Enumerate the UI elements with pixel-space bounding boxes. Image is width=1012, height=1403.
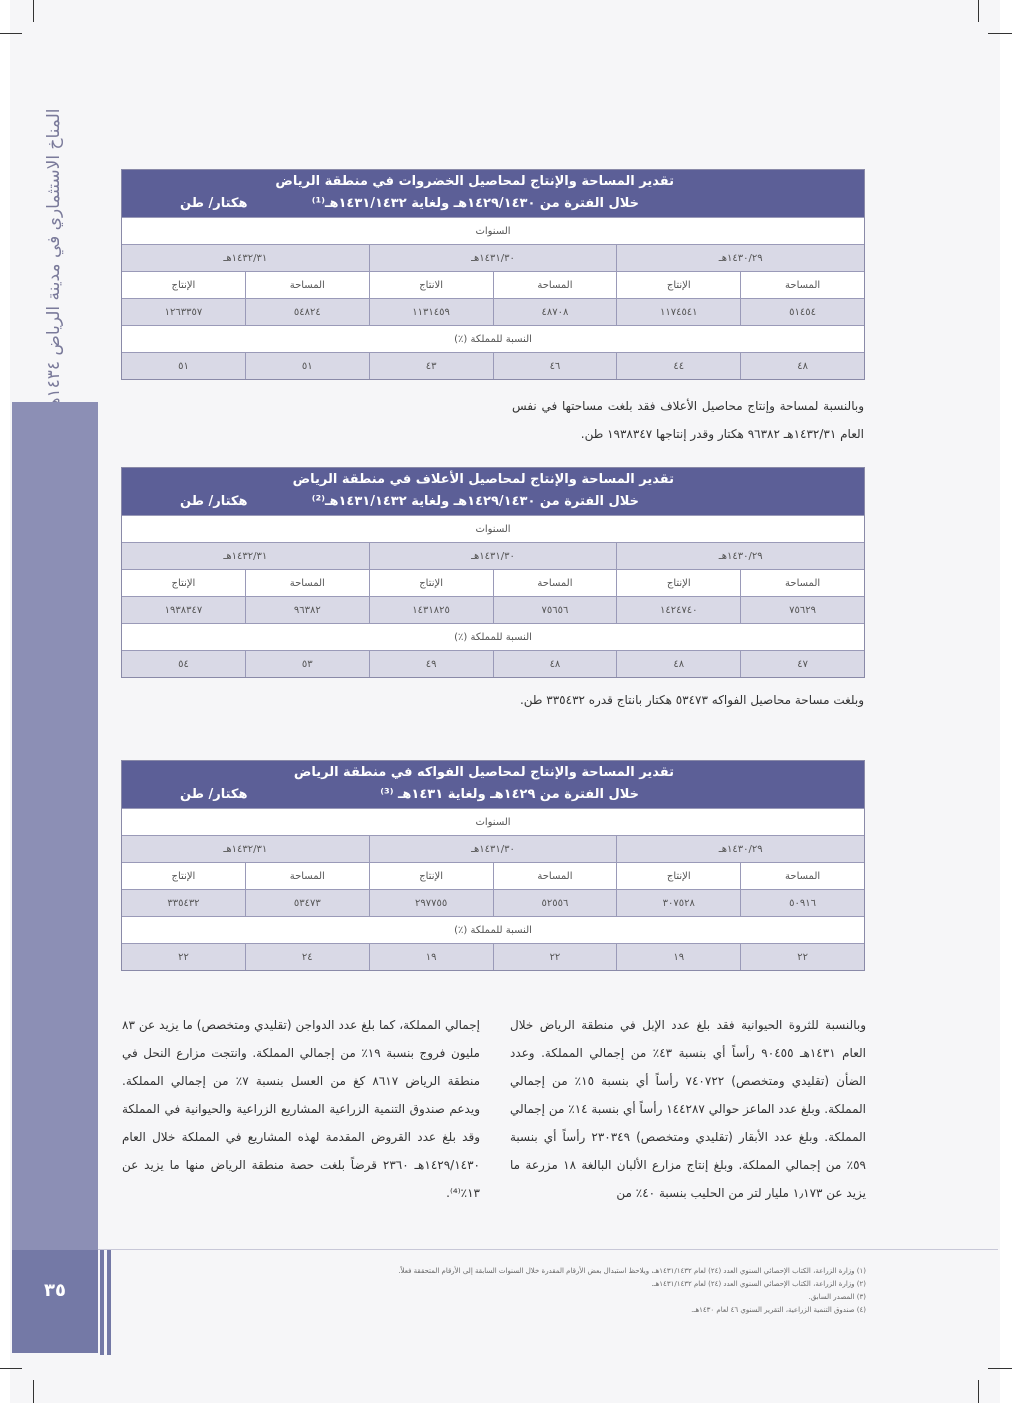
column-header: المساحة (245, 272, 369, 298)
table-cell: ٧٥٦٢٩ (740, 597, 864, 623)
paragraph-livestock-right: وبالنسبة للثروة الحيوانية فقد بلغ عدد الإبل في منطقة الرياض خلال العام ١٤٣١هـ ٩٠٤٥٥ رأساً أي بنسبة ٤٣٪ من إجمالي المملكة. وعدد الضأن (تقليدي ومتخصص) ٧٤٠٧٢٢ رأساً أي بنسبة ١٥٪ من إجمالي المملكة. وبلغ عدد الماعز حوالي ١٤٤٢٨٧ رأساً أي بنسبة ١٤٪ من إجمالي المملكة. وبلغ عدد الأبقار (تقليدي ومتخصص) ٢٣٠٣٤٩ رأساً أي بنسبة ٥٩٪ من إجمالي المملكة. وبلغ إنتاج مزارع الألبان البالغة ١٨ مزرعة ما يزيد عن ١٫١٧٣ مليار لتر من الحليب بنسبة ٤٠٪ من (510, 1018, 867, 1200)
crop-mark (33, 1380, 34, 1403)
table-unit: هكتار/ طن (180, 196, 248, 211)
share-cell: ٤٨ (493, 651, 617, 677)
table-fodder (121, 467, 865, 678)
divider (100, 1250, 104, 1355)
footnote-rule (98, 1249, 998, 1250)
table-cell: ٢٩٧٧٥٥ (369, 890, 493, 916)
table-cell: ٥١٤٥٤ (740, 299, 864, 325)
table-vegetables (121, 169, 865, 380)
share-cell: ٢٤ (245, 944, 369, 970)
table-subtitle: خلال الفترة من ١٤٢٩هـ ولغاية ١٤٣١هـ ⁽³⁾ (380, 787, 639, 802)
year-header: ١٤٣٢/٣١هـ (223, 252, 268, 264)
year-header: ١٤٣١/٣٠هـ (369, 543, 617, 569)
share-cell: ٤٨ (616, 651, 740, 677)
paragraph-fodder: وبالنسبة لمساحة وإنتاج محاصيل الأعلاف فقد بلغت مساحتها في نفس العام ١٤٣٢/٣١هـ ٩٦٣٨٢ هكتار وقدر إنتاجها ١٩٣٨٣٤٧ طن. (512, 399, 864, 441)
share-cell: ٢٢ (740, 944, 864, 970)
share-cell: ٤٨ (740, 353, 864, 379)
column-header: الإنتاج (171, 279, 196, 291)
share-cell: ٥٤ (178, 658, 189, 670)
page-number: ٣٥ (44, 1280, 66, 1301)
footnote: (١) وزارة الزراعة، الكتاب الإحصائي السنوي العدد (٢٤) لعام ١٤٣١/١٤٣٢هـ، ويلاحظ استبدال بعض الأرقام المقدرة خلال السنوات السابقة إلى الأرقام المتحققة فعلاً. (398, 1267, 866, 1275)
column-header: الإنتاج (616, 570, 740, 596)
divider (107, 1250, 111, 1355)
table-cell: ٥٤٨٢٤ (245, 299, 369, 325)
share-cell: ١٩ (369, 944, 493, 970)
table-title: تقدير المساحة والإنتاج لمحاصيل الخضروات في منطقة الرياض (275, 174, 674, 189)
share-label: النسبة للمملكة (٪) (454, 924, 532, 936)
column-header: المساحة (245, 570, 369, 596)
years-label: السنوات (475, 225, 511, 237)
share-cell: ٤٩ (369, 651, 493, 677)
table-fruits (121, 760, 865, 971)
column-header: المساحة (493, 863, 617, 889)
share-cell: ٢٢ (493, 944, 617, 970)
table-cell: ٥٢٥٥٦ (493, 890, 617, 916)
year-header: ١٤٣٠/٢٩هـ (616, 245, 864, 271)
crop-mark (988, 33, 1012, 34)
table-cell: ١٤٢٤٧٤٠ (616, 597, 740, 623)
column-header: المساحة (493, 272, 617, 298)
footnote: (٤) صندوق التنمية الزراعية، التقرير السنوي ٤٦ لعام ١٤٣٠هـ. (691, 1306, 866, 1314)
table-title: تقدير المساحة والإنتاج لمحاصيل الأعلاف في منطقة الرياض (292, 472, 674, 487)
column-header: الإنتاج (171, 577, 196, 589)
column-header: المساحة (740, 863, 864, 889)
year-header: ١٤٣٢/٣١هـ (223, 843, 268, 855)
column-header: المساحة (740, 570, 864, 596)
years-label: السنوات (475, 816, 511, 828)
crop-mark (0, 33, 22, 34)
table-cell: ١٤٣١٨٢٥ (369, 597, 493, 623)
share-cell: ٤٦ (493, 353, 617, 379)
crop-mark (978, 1380, 979, 1403)
crop-mark (0, 1368, 22, 1369)
share-cell: ٤٣ (369, 353, 493, 379)
paragraph-livestock-left: إجمالي المملكة، كما بلغ عدد الدواجن (تقليدي ومتخصص) ما يزيد عن ٨٣ مليون فروج بنسبة ١٩٪ من إجمالي المملكة. وانتجت مزارع النحل في منطقة الرياض ٨٦١٧ كغ من العسل بنسبة ٧٪ من إجمالي المملكة. ويدعم صندوق التنمية الزراعية المشاريع الزراعية والحيوانية في المملكة وقد بلغ عدد القروض المقدمة لهذه المشاريع في المملكة خلال العام ١٤٢٩/١٤٣٠هـ ٢٣٦٠ قرضاً بلغت حصة منطقة الرياض منها ما يزيد عن ١٣٪⁽⁴⁾. (122, 1018, 481, 1200)
table-cell: ٣٣٥٤٣٢ (167, 897, 200, 909)
year-header: ١٤٣١/٣٠هـ (369, 836, 617, 862)
year-header: ١٤٣١/٣٠هـ (369, 245, 617, 271)
table-subtitle: خلال الفترة من ١٤٢٩/١٤٣٠هـ ولغاية ١٤٣١/١٤٣٢هـ⁽¹⁾ (311, 196, 639, 211)
table-cell: ٩٦٣٨٢ (245, 597, 369, 623)
crop-mark (988, 1368, 1012, 1369)
running-title: المناخ الاستثماري في مدينة الرياض ١٤٣٤ (44, 108, 64, 398)
share-cell: ٢٢ (178, 951, 189, 963)
column-header: المساحة (493, 570, 617, 596)
column-header: الإنتاج (616, 272, 740, 298)
share-cell: ٥٣ (245, 651, 369, 677)
table-cell: ١١٣١٤٥٩ (369, 299, 493, 325)
table-unit: هكتار/ طن (180, 494, 248, 509)
share-label: النسبة للمملكة (٪) (454, 631, 532, 643)
share-cell: ٥١ (245, 353, 369, 379)
table-unit: هكتار/ طن (180, 787, 248, 802)
column-header: الإنتاج (369, 570, 493, 596)
column-header: المساحة (245, 863, 369, 889)
table-cell: ٤٨٧٠٨ (493, 299, 617, 325)
table-title: تقدير المساحة والإنتاج لمحاصيل الفواكه في منطقة الرياض (293, 765, 674, 780)
year-header: ١٤٣٠/٢٩هـ (616, 543, 864, 569)
table-cell: ٣٠٧٥٢٨ (616, 890, 740, 916)
column-header: المساحة (740, 272, 864, 298)
share-cell: ٤٤ (616, 353, 740, 379)
crop-mark (33, 0, 34, 22)
table-cell: ١١٧٤٥٤١ (616, 299, 740, 325)
table-cell: ١٩٣٨٣٤٧ (164, 604, 203, 616)
side-band (12, 402, 98, 1252)
side-band-bottom (12, 1250, 98, 1353)
crop-mark (978, 0, 979, 22)
column-header: الإنتاج (171, 870, 196, 882)
footnote: (٢) وزارة الزراعة، الكتاب الإحصائي السنوي العدد (٢٤) لعام ١٤٣١/١٤٣٢هـ. (651, 1280, 866, 1288)
table-cell: ٥٠٩١٦ (740, 890, 864, 916)
years-label: السنوات (475, 523, 511, 535)
column-header: الانتاج (369, 272, 493, 298)
column-header: الإنتاج (616, 863, 740, 889)
table-subtitle: خلال الفترة من ١٤٢٩/١٤٣٠هـ ولغاية ١٤٣١/١٤٣٢هـ⁽²⁾ (311, 494, 639, 509)
paragraph-fruits: وبلغت مساحة محاصيل الفواكه ٥٣٤٧٣ هكتار بانتاج قدره ٣٣٥٤٣٢ طن. (519, 693, 864, 707)
year-header: ١٤٣٢/٣١هـ (223, 550, 268, 562)
share-cell: ٥١ (178, 360, 189, 372)
share-cell: ٤٧ (740, 651, 864, 677)
column-header: الإنتاج (369, 863, 493, 889)
table-cell: ٥٣٤٧٣ (245, 890, 369, 916)
year-header: ١٤٣٠/٢٩هـ (616, 836, 864, 862)
share-cell: ١٩ (616, 944, 740, 970)
table-cell: ١٢٦٣٣٥٧ (164, 306, 203, 318)
share-label: النسبة للمملكة (٪) (454, 333, 532, 345)
footnote: (٣) المصدر السابق. (808, 1293, 866, 1301)
table-cell: ٧٥٦٥٦ (493, 597, 617, 623)
